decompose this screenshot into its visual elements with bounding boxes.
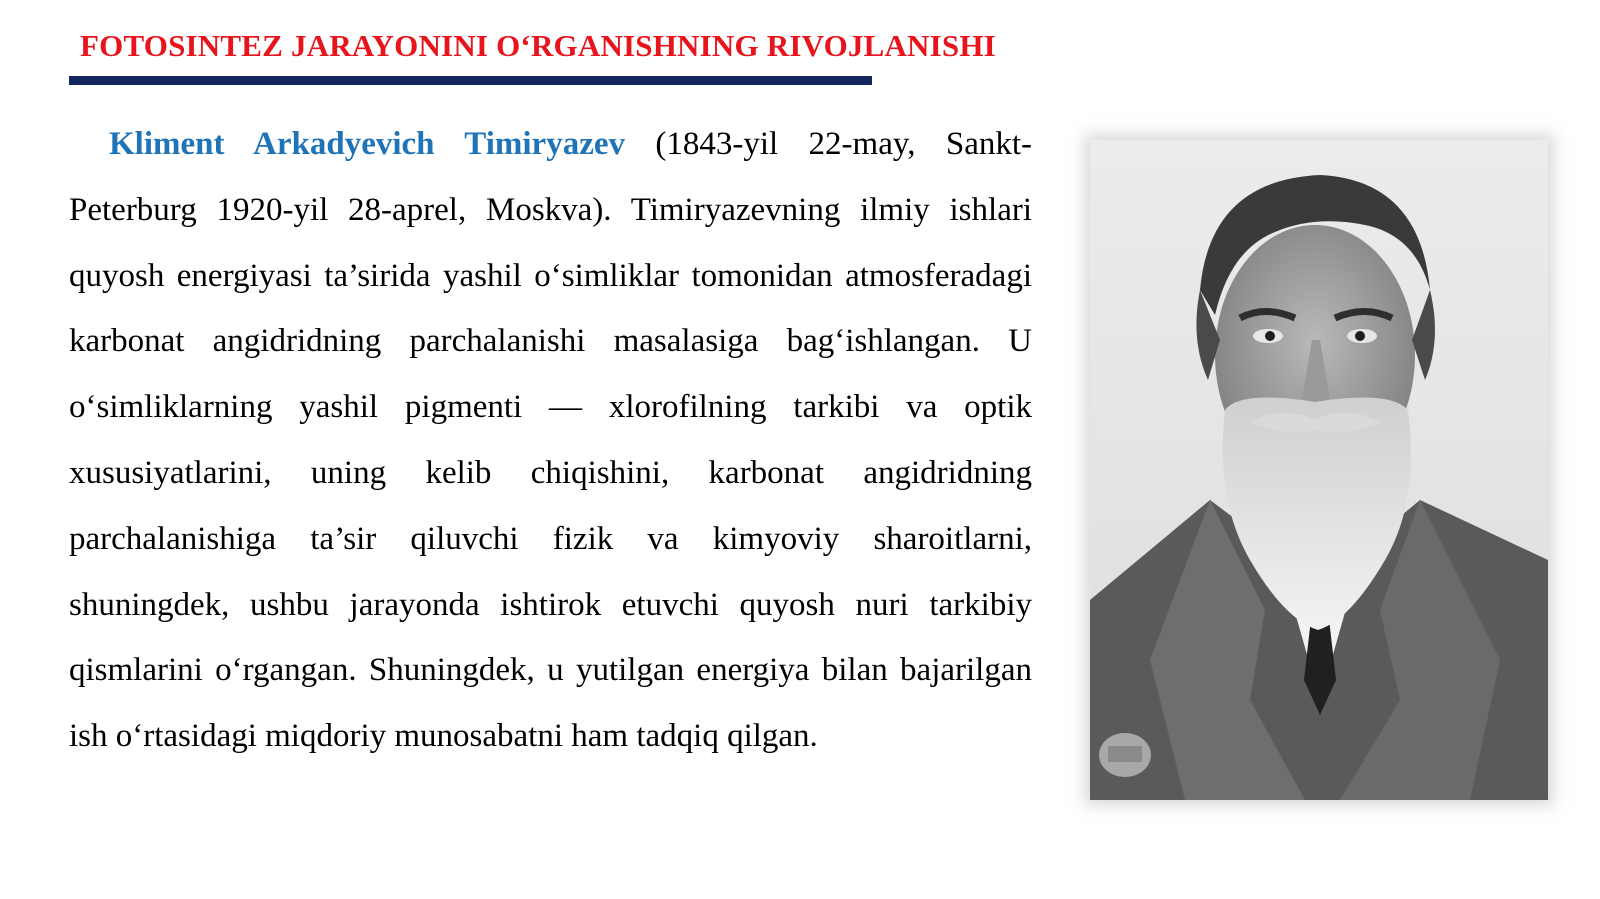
portrait-photo [1090,140,1548,800]
scientist-name: Kliment Arkadyevich Timiryazev [109,126,625,162]
biography-text: (1843-yil 22-may, Sankt-Peterburg 1920-yil 28-aprel, Moskva). Timiryazevning ilmiy ishlari quyosh energiyasi ta’sirida yashil o‘simliklar tomonidan atmosferadagi karbonat angidridning parchalanishi masalasiga bag‘ishlangan. U o‘simliklarning yashil pigmenti — xlorofilning tarkibi va optik xususiyatlarini, uning kelib chiqishini, karbonat angidridning parchalanishiga ta’sir qiluvchi fizik va kimyoviy sharoitlarni, shuningdek, ushbu jarayonda ishtirok etuvchi quyosh nuri tarkibiy qismlarini o‘rgangan. Shuningdek, u yutilgan energiya bilan bajarilgan ish o‘rtasidagi miqdoriy munosabatni ham tadqiq qilgan. [69,126,1033,755]
title-underline [69,76,872,85]
slide-title: FOTOSINTEZ JARAYONINI O‘RGANISHNING RIVOJLANISHI [80,28,996,63]
biography-paragraph [69,112,1032,770]
portrait-image [1090,140,1548,800]
